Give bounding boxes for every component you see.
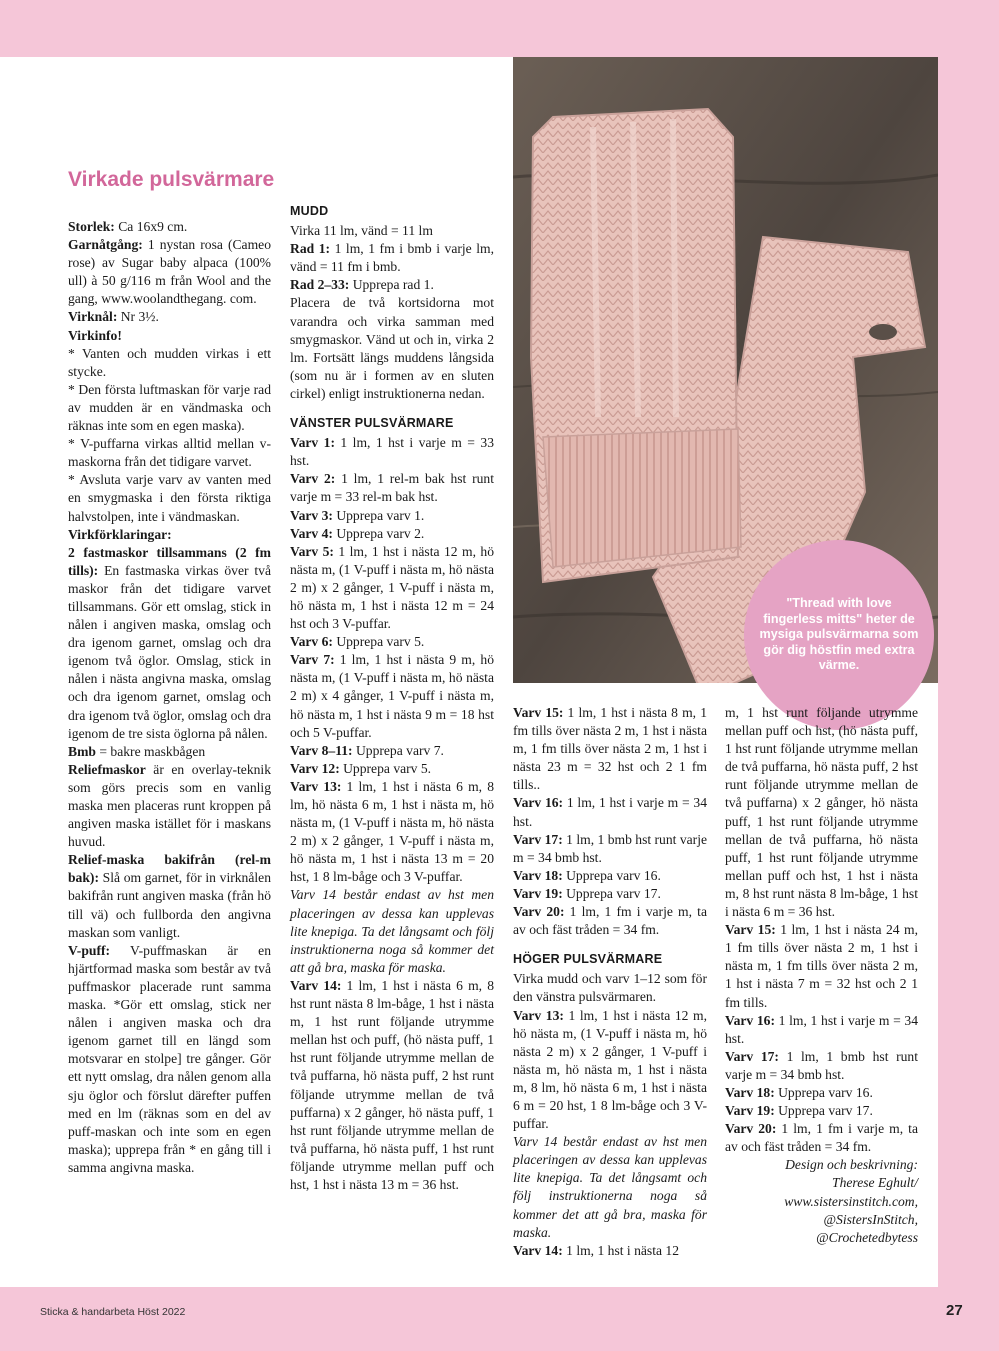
pattern-paragraph [68, 851, 271, 941]
column-3 [513, 704, 707, 1260]
paragraph-text: m, 1 hst runt följande utrymme mellan puff och hst, (hö nästa puff, 1 hst runt följande utrymme mellan de två puffarna, hö nästa puff, 2 hst runt följande utrymme mellan de två puffarna) x 2 gånger, hö nästa puff, 1 hst runt följande utrymme mellan de två puffarna, hö nästa puff, 1 hst runt följande utrymme mellan puff och hst, 1 hst i nästa m, 8 hst runt nästa 8 lm-båge, 1 hst i nästa 6 m = 36 hst. [725, 705, 918, 920]
pattern-paragraph [290, 276, 494, 294]
pattern-paragraph [513, 831, 707, 867]
paragraph-label: Bmb [68, 743, 96, 759]
paragraph-label: Varv 6: [290, 634, 333, 650]
pattern-paragraph [513, 903, 707, 939]
pattern-paragraph [68, 218, 271, 236]
paragraph-label: Varv 15: [513, 705, 564, 720]
paragraph-label: Varv 13: [290, 778, 342, 794]
paragraph-label: Varv 16: [725, 1012, 775, 1028]
paragraph-text: * V-puffarna virkas alltid mellan v-maskorna från det tidigare varvet. [68, 436, 271, 470]
pattern-paragraph [68, 526, 271, 544]
paragraph-text: En fastmaska virkas över två maskor från det tidigare varvet tillsammans. Gör ett omslag, stick in nålen i angiven maska, omslag och dra igenom garnet, omslag och dra igenom två öglor. Omslag, stick in nålen i nästa angivna maska, omslag och dra igenom garnet, omslag och dra igenom två öglor, omslag och dra igenom de tre sista öglorna på nålen. [68, 562, 271, 741]
pattern-paragraph [68, 308, 271, 326]
pattern-paragraph [68, 327, 271, 345]
section-heading: MUDD [290, 204, 329, 218]
pattern-paragraph [725, 921, 918, 1011]
paragraph-text: Placera de två kortsidorna mot varandra och virka samman med smygmaskor. Vänd ut och in, virka 2 lm. Fortsätt längs muddens långsida (som nu är i formen av en sluten cirkel) enligt instruktionerna nedan. [290, 295, 494, 401]
paragraph-text: Virka mudd och varv 1–12 som för den vänstra pulsvärmaren. [513, 971, 707, 1005]
paragraph-label: Varv 15: [725, 922, 776, 938]
paragraph-label: Varv 19: [725, 1103, 775, 1119]
pattern-paragraph [68, 236, 271, 308]
paragraph-label: Relief-maska bakifrån (rel-m bak): [68, 852, 271, 886]
credit-line: @Crochetedbytess [816, 1229, 918, 1245]
pattern-paragraph [290, 240, 494, 276]
paragraph-text: Upprepa varv 7. [352, 742, 444, 758]
column-4-body [725, 704, 918, 1156]
paragraph-label: Varv 7: [290, 652, 335, 668]
pattern-paragraph [513, 970, 707, 1006]
pattern-paragraph [68, 381, 271, 435]
pattern-paragraph [513, 867, 707, 885]
paragraph-label: Rad 1: [290, 241, 331, 257]
quote-text: "Thread with love fingerless mitts" heter de mysiga pulsvärmarna som gör dig höstfin med extra värme. [759, 596, 919, 673]
paragraph-text: * Vanten och mudden virkas i ett stycke. [68, 345, 271, 379]
credit-line: Design och beskrivning: [785, 1157, 918, 1173]
pattern-paragraph [290, 742, 494, 760]
credit-line: @SistersInStitch, [823, 1211, 918, 1227]
paragraph-text: Upprepa varv 2. [332, 525, 425, 541]
pattern-paragraph [290, 525, 494, 543]
paragraph-label: Storlek: [68, 219, 115, 234]
paragraph-label: Varv 17: [513, 831, 563, 847]
paragraph-text: 1 lm, 1 hst i varje m = 34 hst. [513, 795, 707, 829]
paragraph-label: Varv 5: [290, 543, 334, 559]
paragraph-label: Virkförklaringar: [68, 526, 172, 542]
pattern-paragraph [513, 794, 707, 830]
paragraph-text: 1 lm, 1 bmb hst runt varje m = 34 bmb hst. [513, 831, 708, 865]
credit-line: Therese Eghult/ [832, 1175, 918, 1191]
paragraph-label: Rad 2–33: [290, 277, 350, 293]
paragraph-text: 1 lm, 1 hst i nästa 9 m, hö nästa m, (1 V-puff i nästa m, hö nästa 2 m) x 4 gånger, 1 V-puff i nästa m, hö nästa m, 1 hst i nästa 9 m = 18 hst och 5 V-puffar. [290, 652, 494, 740]
paragraph-text: Upprepa rad 1. [349, 277, 434, 293]
paragraph-text: 1 lm, 1 fm i varje m, ta av och fäst tråden = 34 fm. [513, 904, 707, 938]
section-heading: VÄNSTER PULSVÄRMARE [290, 416, 454, 431]
paragraph-label: Varv 4: [290, 525, 333, 541]
italic-note: Varv 14 består endast av hst men placeringen av dessa kan upplevas lite knepiga. Ta det långsamt och följ instruktionerna noga så kommer det att gå bra, maska för maska. [290, 887, 494, 975]
paragraph-text: 1 lm, 1 hst i nästa 12 m, hö nästa m, (1 V-puff i nästa m, hö nästa 2 m) x 2 gånger, 1 V-puff i nästa m, hö nästa m, 1 hst i nästa m, 8 lm, hö nästa 6 m, 1 hst i nästa 6 m = 20 hst, 1 8 lm-båge och 3 V-puffar. [513, 1007, 708, 1132]
paragraph-label: Varv 17: [725, 1048, 779, 1064]
pattern-paragraph [68, 942, 271, 1177]
pattern-paragraph [290, 507, 494, 525]
paragraph-label: Varv 2: [290, 471, 336, 487]
paragraph-text: 1 lm, 1 hst i nästa 8 m, 1 fm tills över nästa 2 m, 1 hst i nästa m, 1 fm tills över nästa 2 m, 1 hst i nästa 23 m = 32 hst och 2 1 fm tills.. [513, 705, 707, 793]
paragraph-text: Upprepa varv 17. [774, 1103, 873, 1119]
pattern-paragraph [290, 543, 494, 633]
paragraph-text: Upprepa varv 5. [332, 634, 425, 650]
paragraph-label: Virknål: [68, 309, 118, 325]
paragraph-label: Varv 18: [725, 1084, 775, 1100]
paragraph-text: * Den första luftmaskan för varje rad av mudden är en vändmaska och räknas inte som en egen maska). [68, 381, 271, 434]
pattern-paragraph [513, 704, 707, 794]
pattern-paragraph [725, 704, 918, 921]
paragraph-text: är en overlay-teknik som görs precis som en vanlig maska men placeras runt kroppen på angiven maska istället för i maskans huvud. [68, 761, 271, 850]
pattern-paragraph [290, 470, 494, 506]
footer-magazine: Sticka & handarbeta Höst 2022 [40, 1306, 186, 1318]
paragraph-text: V-puffmaskan är en hjärtformad maska som består av två puffmaskor placerade runt samma maska. *Gör ett omslag, stick ner nålen i angiven maska och dra igenom garnet till en längd som motsvarar en stolpe] tre gånger. Gör ett nytt omslag, dra nålen genom alla sju öglor och förslut därefter puffen med en lm (räknas som en del av puff-maskan och inte som en egen maska); upprepa från * en gång till i samma angivna maska. [68, 942, 271, 1175]
paragraph-text: Upprepa varv 16. [562, 867, 661, 883]
paragraph-text: 1 lm, 1 hst i nästa 6 m, 8 lm, hö nästa 6 m, 1 hst i nästa m, hö nästa m, (1 V-puff i nästa m, hö nästa 2 m) x 2 gånger, 1 V-puff i nästa m, hö nästa m, 1 hst i nästa 13 m = 20 hst, 1 8 lm-båge och 3 V-puffar. [290, 778, 494, 885]
paragraph-text: Slå om garnet, för in virknålen bakifrån runt angiven maska (från hö till vä) och fullborda den angivna maskan som vanligt. [68, 870, 271, 940]
pattern-paragraph [513, 885, 707, 903]
paragraph-label: Varv 8–11: [290, 742, 353, 758]
pattern-paragraph [290, 633, 494, 651]
paragraph-label: V-puff: [68, 942, 111, 958]
column-1 [68, 218, 271, 1177]
paragraph-label: Varv 19: [513, 885, 563, 901]
section-heading: HÖGER PULSVÄRMARE [513, 952, 663, 967]
pattern-paragraph [725, 1012, 918, 1048]
pattern-paragraph [68, 743, 271, 761]
paragraph-text: Virka 11 lm, vänd = 11 lm [290, 223, 433, 239]
credit-line: www.sistersinstitch.com, [784, 1193, 918, 1209]
column-2 [290, 202, 494, 1194]
paragraph-label: Varv 1: [290, 435, 335, 451]
paragraph-label: Virkinfo! [68, 327, 122, 343]
pattern-paragraph [290, 222, 494, 240]
paragraph-text: 1 lm, 1 fm i varje m, ta av och fäst tråden = 34 fm. [725, 1121, 918, 1155]
pattern-paragraph [68, 471, 271, 525]
paragraph-text: * Avsluta varje varv av vanten med en smygmaska i den första riktiga halvstolpen, inte i vändmaskan. [68, 472, 271, 524]
pattern-paragraph [290, 977, 494, 1194]
paragraph-label: Varv 18: [513, 867, 563, 883]
article-title: Virkade pulsvärmare [68, 168, 275, 191]
pattern-paragraph [513, 1007, 707, 1134]
pattern-paragraph [68, 435, 271, 471]
pattern-paragraph [725, 1084, 918, 1102]
paragraph-text: Upprepa varv 16. [774, 1084, 873, 1100]
paragraph-text: Upprepa varv 1. [332, 507, 425, 523]
paragraph-text: 1 lm, 1 hst i varje m = 34 hst. [725, 1012, 919, 1046]
paragraph-text: 1 lm, 1 hst i nästa 6 m, 8 hst runt nästa 8 lm-båge, 1 hst i nästa m, 1 hst runt följande utrymme mellan hst och puff, (hö nästa puff, 1 hst runt följande utrymme mellan de två puffarna, hö nästa puff, 2 hst runt följande utrymme mellan de två puffarna) x 2 gånger, hö nästa puff, 1 hst runt följande utrymme mellan de två puffarna, hö nästa puff, 1 hst runt följande utrymme mellan puff och hst, 1 hst i nästa 13 m = 36 hst. [290, 977, 494, 1192]
design-credit [725, 1156, 918, 1246]
pattern-paragraph [725, 1120, 918, 1156]
pattern-paragraph [290, 294, 494, 403]
pattern-paragraph [290, 778, 494, 887]
paragraph-label: Varv 12: [290, 760, 340, 776]
pattern-paragraph [68, 761, 271, 851]
paragraph-text: 1 lm, 1 hst i nästa 12 [562, 1242, 680, 1258]
pattern-paragraph [68, 544, 271, 743]
pattern-paragraph [290, 434, 494, 470]
pattern-paragraph [513, 1242, 707, 1260]
paragraph-label: Varv 3: [290, 507, 333, 523]
paragraph-label: Varv 14: [290, 977, 342, 993]
paragraph-text: 1 lm, 1 bmb hst runt varje m = 34 bmb hst. [725, 1048, 918, 1082]
quote-bubble [744, 540, 934, 730]
paragraph-text: 1 lm, 1 hst i varje m = 33 hst. [290, 435, 494, 469]
pattern-paragraph [290, 760, 494, 778]
paragraph-label: Varv 20: [725, 1121, 777, 1137]
paragraph-text: 1 lm, 1 hst i nästa 24 m, 1 fm tills över nästa 2 m, 1 hst i nästa m, 1 fm tills över nästa 2 m, 1 hst i nästa 7 m = 32 hst och 2 1 fm tills. [725, 922, 919, 1010]
paragraph-text: 1 lm, 1 rel-m bak hst runt varje m = 33 rel-m bak hst. [290, 471, 494, 505]
paragraph-label: 2 fastmaskor tillsammans (2 fm tills): [68, 544, 271, 578]
page-number: 27 [946, 1302, 963, 1319]
paragraph-label: Varv 14: [513, 1242, 563, 1258]
pattern-paragraph [290, 651, 494, 741]
paragraph-text: Ca 16x9 cm. [114, 219, 188, 234]
pattern-paragraph [68, 345, 271, 381]
paragraph-label: Varv 13: [513, 1007, 564, 1023]
column-4 [725, 704, 918, 1247]
paragraph-text: 1 lm, 1 hst i nästa 12 m, hö nästa m, (1 V-puff i nästa m, hö nästa 2 m) x 2 gånger, 1 V-puff i nästa m, hö nästa m, 1 hst i nästa 12 m = 24 hst och 3 V-puffar. [290, 543, 494, 632]
paragraph-text: 1 nystan rosa (Cameo rose) av Sugar baby alpaca (100% ull) à 50 g/116 m från Wool and the gang, www.woolandthegang. com. [68, 237, 271, 307]
paragraph-label: Reliefmaskor [68, 761, 146, 777]
paragraph-label: Garnåtgång: [68, 237, 143, 253]
paragraph-text: Nr 3½. [117, 309, 159, 325]
italic-note: Varv 14 består endast av hst men placeringen av dessa kan upplevas lite knepiga. Ta det långsamt och följ instruktionerna noga så kommer det att gå bra, maska för maska. [513, 1134, 707, 1240]
paragraph-text: Upprepa varv 5. [339, 760, 432, 776]
paragraph-text: = bakre maskbågen [95, 743, 206, 759]
paragraph-label: Varv 20: [513, 904, 565, 920]
paragraph-label: Varv 16: [513, 795, 564, 811]
pattern-paragraph [725, 1102, 918, 1120]
pattern-paragraph [725, 1048, 918, 1084]
paragraph-text: Upprepa varv 17. [562, 885, 661, 901]
paragraph-text: 1 lm, 1 fm i bmb i varje lm, vänd = 11 fm i bmb. [290, 241, 494, 275]
